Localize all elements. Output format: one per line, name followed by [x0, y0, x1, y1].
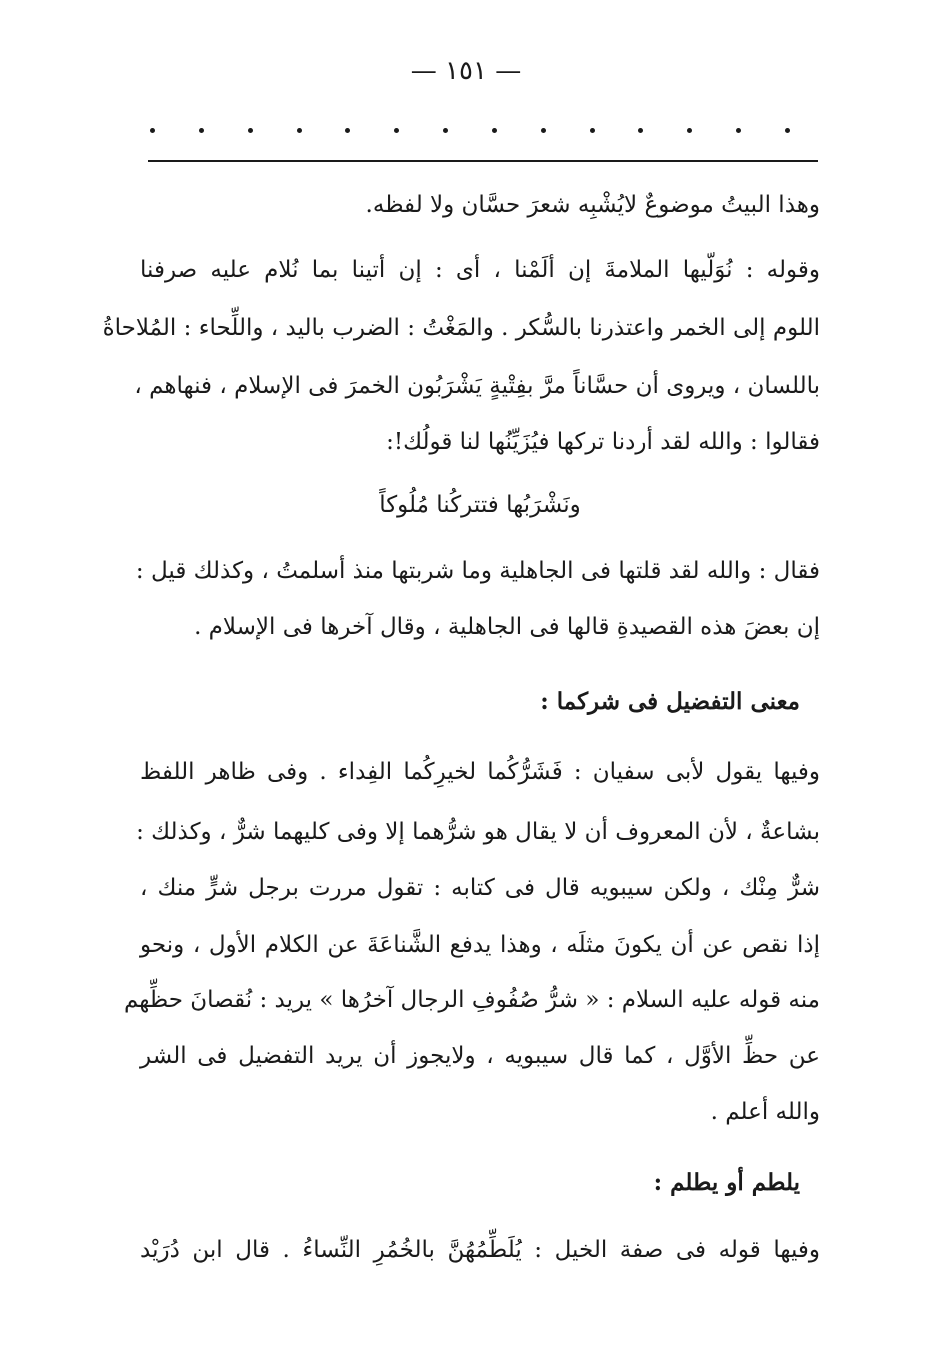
- text-line: وفيها يقول لأبى سفيان : فَشَرُّكُما لخيرِكُما الفِداء . وفى ظاهر اللفظ: [140, 759, 820, 785]
- text-line: باللسان ، ويروى أن حسَّاناً مرَّ بفِتْيةٍ يَشْرَبُون الخمرَ فى الإسلام ، فنهاهم ،: [134, 373, 820, 399]
- decorative-dot-row: [150, 128, 790, 133]
- text-line: اللوم إلى الخمر واعتذرنا بالسُّكر . والمَغْتُ : الضرب باليد ، واللِّحاء : المُلاحاةُ: [102, 315, 820, 341]
- section-heading: يلطم أو يطلم :: [653, 1169, 800, 1196]
- verse-line: ونَشْرَبُها فتتركُنا مُلُوكاً: [379, 492, 581, 518]
- text-line: عن حظِّ الأوَّل ، كما قال سيبويه ، ولايجوز أن يريد التفضيل فى الشر: [140, 1043, 820, 1069]
- text-line: وفيها قوله فى صفة الخيل : يُلَطِّمُهُنَّ بالخُمُرِ النِّساءُ . قال ابن دُرَيْد: [140, 1237, 820, 1263]
- text-line: فقالوا : والله لقد أردنا تركها فيُزَيِّنُها لنا قولُك!:: [386, 429, 820, 455]
- text-line: شرٌّ مِنْك ، ولكن سيبويه قال فى كتابه : تقول مررت برجل شرٍّ منك ،: [140, 875, 820, 901]
- header-divider-tail: [782, 160, 818, 162]
- text-line: بشاعةٌ ، لأن المعروف أن لا يقال هو شرُّهما إلا وفى كليهما شرٌّ ، وكذلك :: [136, 819, 820, 845]
- text-line: وهذا البيتُ موضوعٌ لايُشْبِه شعرَ حسَّان ولا لفظه.: [365, 192, 820, 218]
- text-line: فقال : والله لقد قلتها فى الجاهلية وما شربتها منذ أسلمتُ ، وكذلك قيل :: [135, 558, 820, 584]
- text-line: والله أعلم .: [710, 1099, 820, 1125]
- text-line: وقوله : نُوَلّيها الملامةَ إن ألَمْنا ، أى : إن أتينا بما نُلام عليه صرفنا: [140, 257, 820, 283]
- page-number: — ١٥١ —: [410, 56, 522, 86]
- section-heading: معنى التفضيل فى شركما :: [540, 688, 800, 715]
- text-line: إذا نقص عن أن يكونَ مثلَه ، وهذا يدفع الشَّناعَةَ عن الكلام الأول ، ونحو: [140, 932, 820, 958]
- header-divider: [148, 160, 808, 162]
- text-line: منه قوله عليه السلام : « شرُّ صُفُوفِ الرجال آخرُها » يريد : نُقصانَ حظِّهم: [123, 987, 820, 1013]
- text-line: إن بعضَ هذه القصيدةِ قالها فى الجاهلية ، وقال آخرها فى الإسلام .: [194, 614, 820, 640]
